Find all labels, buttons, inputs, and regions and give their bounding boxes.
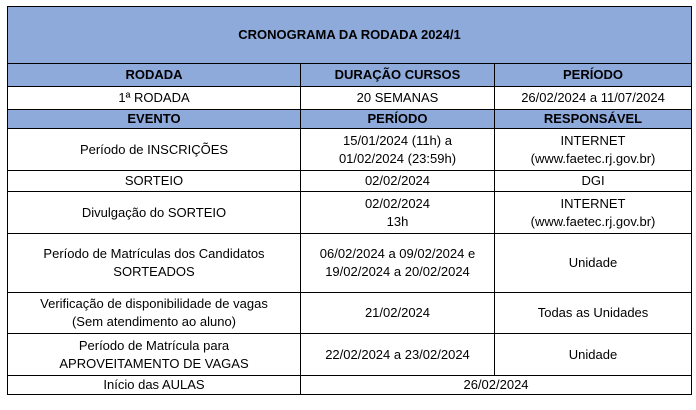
periodo-line: 22/02/2024 a 23/02/2024 xyxy=(325,346,470,362)
evento-cell xyxy=(8,171,301,192)
periodo-value: 26/02/2024 a 11/07/2024 xyxy=(495,87,692,110)
responsavel-line: Unidade xyxy=(568,255,618,270)
event-header-row xyxy=(8,110,692,129)
responsavel-line: (www.faetec.rj.gov.br) xyxy=(530,150,656,166)
schedule-table xyxy=(7,6,692,395)
header-rodada: RODADA xyxy=(8,64,301,87)
evento-line: APROVEITAMENTO DE VAGAS xyxy=(59,355,249,371)
periodo-line: 19/02/2024 a 20/02/2024 xyxy=(325,264,470,279)
evento-line: SORTEIO xyxy=(124,173,184,188)
periodo-line: 02/02/2024 xyxy=(364,195,431,211)
periodo-line: 15/01/2024 (11h) a xyxy=(343,132,452,148)
evento-cell: Início das AULAS xyxy=(8,376,301,395)
table-row xyxy=(8,234,692,293)
header-responsavel: RESPONSÁVEL xyxy=(495,110,692,129)
periodo-line: 01/02/2024 (23:59h) xyxy=(338,150,457,166)
responsavel-line: Unidade xyxy=(568,346,618,362)
responsavel-line: Todas as Unidades xyxy=(537,305,649,320)
periodo-cell xyxy=(301,234,495,293)
header-evento: EVENTO xyxy=(8,110,301,129)
evento-line: (Sem atendimento ao aluno) xyxy=(71,314,237,329)
table-title: CRONOGRAMA DA RODADA 2024/1 xyxy=(8,7,692,64)
header-periodo: PERÍODO xyxy=(495,64,692,87)
responsavel-cell xyxy=(495,234,692,293)
periodo-cell: 26/02/2024 xyxy=(301,376,692,395)
responsavel-cell xyxy=(495,129,692,171)
table-row xyxy=(8,376,692,395)
table-row xyxy=(8,293,692,334)
evento-cell xyxy=(8,293,301,334)
responsavel-cell xyxy=(495,334,692,376)
evento-line: SORTEADOS xyxy=(113,264,195,279)
table-row xyxy=(8,129,692,171)
header-event-periodo: PERÍODO xyxy=(301,110,495,129)
evento-cell xyxy=(8,234,301,293)
table-row xyxy=(8,171,692,192)
summary-row xyxy=(8,87,692,110)
evento-line: Período de Matrículas dos Candidatos xyxy=(43,246,265,261)
periodo-cell xyxy=(301,192,495,234)
evento-cell xyxy=(8,129,301,171)
evento-line: Verificação de disponibilidade de vagas xyxy=(40,296,268,311)
evento-line: Divulgação do SORTEIO xyxy=(81,204,227,220)
evento-cell xyxy=(8,192,301,234)
responsavel-line: DGI xyxy=(581,173,605,188)
table-row xyxy=(8,192,692,234)
periodo-line: 13h xyxy=(386,213,409,229)
duracao-value: 20 SEMANAS xyxy=(301,87,495,110)
responsavel-line: (www.faetec.rj.gov.br) xyxy=(530,213,656,229)
evento-line: Período de Matrícula para xyxy=(78,337,230,353)
responsavel-line: INTERNET xyxy=(560,132,626,148)
periodo-cell xyxy=(301,334,495,376)
summary-header-row xyxy=(8,64,692,87)
evento-line: Período de INSCRIÇÕES xyxy=(79,141,229,157)
responsavel-cell xyxy=(495,192,692,234)
periodo-cell xyxy=(301,293,495,334)
evento-cell xyxy=(8,334,301,376)
responsavel-cell xyxy=(495,293,692,334)
periodo-line: 21/02/2024 xyxy=(364,305,431,320)
table-row xyxy=(8,334,692,376)
periodo-line: 06/02/2024 a 09/02/2024 e xyxy=(319,246,476,261)
periodo-cell xyxy=(301,129,495,171)
responsavel-cell xyxy=(495,171,692,192)
periodo-cell xyxy=(301,171,495,192)
title-row xyxy=(8,7,692,64)
rodada-value: 1ª RODADA xyxy=(8,87,301,110)
responsavel-line: INTERNET xyxy=(560,195,626,211)
periodo-line: 02/02/2024 xyxy=(364,173,431,188)
header-duracao: DURAÇÃO CURSOS xyxy=(301,64,495,87)
